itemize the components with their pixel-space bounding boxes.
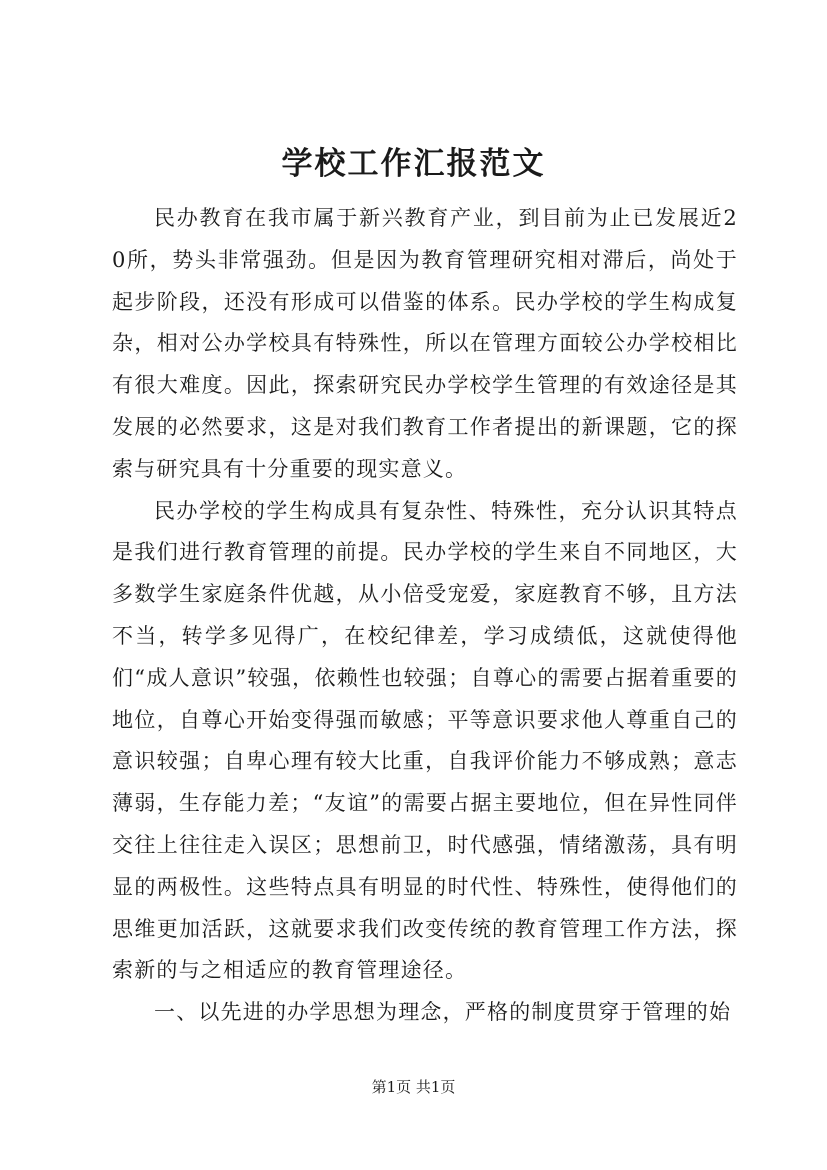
paragraph-1: 民办教育在我市属于新兴教育产业，到目前为止已发展近20所，势头非常强劲。但是因为教育管理研究相对滞后，尚处于起步阶段，还没有形成可以借鉴的体系。民办学校的学生构成复杂，相对公办学校具有特殊性，所以在管理方面较公办学校相比有很大难度。因此，探索研究民办学校学生管理的有效途径是其发展的必然要求，这是对我们教育工作者提出的新课题，它的探索与研究具有十分重要的现实意义。 xyxy=(112,206,738,481)
paragraph-3: 一、以先进的办学思想为理念，严格的制度贯穿于管理的始 xyxy=(154,1000,732,1025)
paragraph-2: 民办学校的学生构成具有复杂性、特殊性，充分认识其特点是我们进行教育管理的前提。民办学校的学生来自不同地区，大多数学生家庭条件优越，从小倍受宠爱，家庭教育不够，且方法不当，转学多见得广，在校纪律差，学习成绩低，这就使得他们“成人意识”较强，依赖性也较强；自尊心的需要占据着重要的地位，自尊心开始变得强而敏感；平等意识要求他人尊重自己的意识较强；自卑心理有较大比重，自我评价能力不够成熟；意志薄弱，生存能力差；“友谊”的需要占据主要地位，但在异性同伴交往上往往走入误区；思想前卫，时代感强，情绪激荡，具有明显的两极性。这些特点具有明显的时代性、特殊性，使得他们的思维更加活跃，这就要求我们改变传统的教育管理工作方法，探索新的与之相适应的教育管理途径。 xyxy=(112,498,738,983)
page-footer: 第1页 共1页 xyxy=(371,1078,456,1096)
document-body xyxy=(112,198,738,1034)
document-title: 学校工作汇报范文 xyxy=(281,146,546,182)
